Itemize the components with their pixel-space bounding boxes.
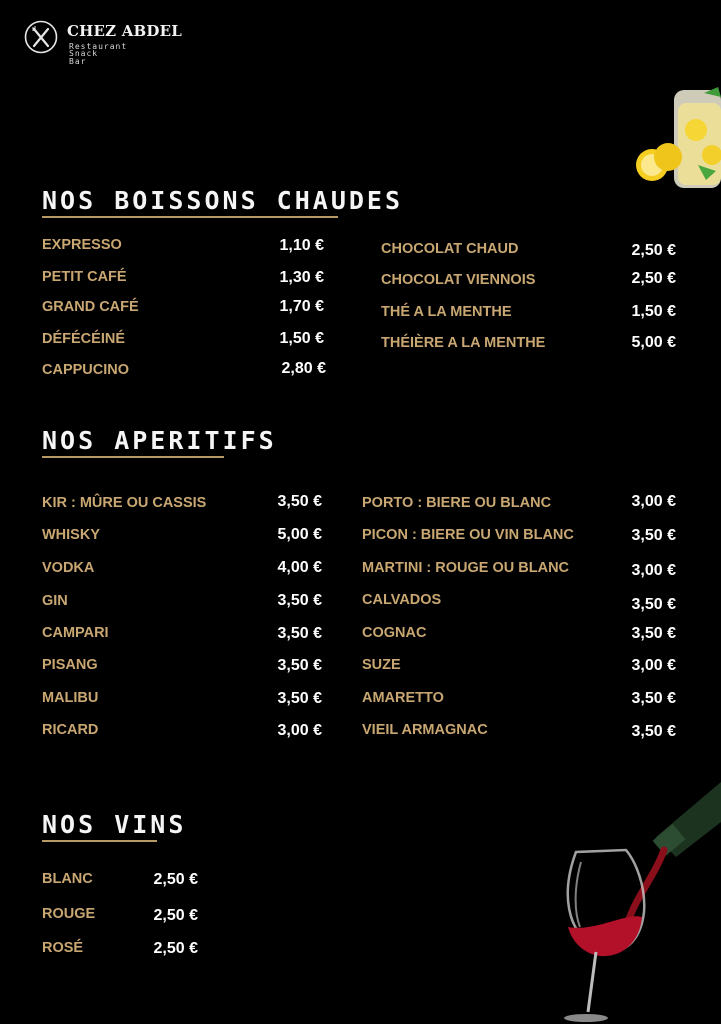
section-title-aperitifs: NOS APERITIFS — [42, 426, 277, 455]
menu-price: 1,70 € — [279, 298, 324, 315]
brand-name: CHEZ ABDEL — [67, 22, 183, 40]
brand-subtitle-restaurant: Restaurant — [69, 42, 128, 51]
menu-price: 2,50 € — [153, 940, 198, 957]
menu-price: 3,50 € — [277, 657, 322, 674]
section-rule-wines — [42, 840, 157, 842]
menu-price: 2,50 € — [153, 871, 198, 888]
menu-item: ROSÉ — [42, 940, 84, 956]
menu-item: WHISKY — [42, 527, 100, 543]
menu-item: VODKA — [42, 560, 95, 576]
menu-price: 1,10 € — [279, 237, 324, 254]
menu-item: GRAND CAFÉ — [42, 299, 139, 315]
section-rule-hot-drinks — [42, 216, 338, 218]
menu-item: AMARETTO — [362, 690, 444, 706]
wine-pour-icon — [536, 782, 721, 1024]
menu-price: 3,00 € — [631, 562, 676, 579]
menu-item: CALVADOS — [362, 592, 442, 608]
menu-item: DÉFÉCÉINÉ — [42, 331, 125, 347]
menu-item: ROUGE — [42, 906, 96, 922]
menu-price: 5,00 € — [631, 334, 676, 351]
menu-price: 3,50 € — [631, 596, 676, 613]
menu-item: EXPRESSO — [42, 237, 122, 253]
menu-item: PICON : BIERE OU VIN BLANC — [362, 527, 574, 543]
menu-price: 2,50 € — [153, 907, 198, 924]
menu-price: 3,00 € — [631, 657, 676, 674]
menu-item: CAPPUCINO — [42, 362, 130, 378]
menu-item: SUZE — [362, 657, 401, 673]
menu-price: 2,50 € — [631, 270, 676, 287]
menu-item: COGNAC — [362, 625, 427, 641]
menu-item: GIN — [42, 593, 68, 609]
menu-price: 3,50 € — [631, 690, 676, 707]
menu-price: 3,00 € — [277, 722, 322, 739]
menu-item: CHOCOLAT CHAUD — [381, 241, 519, 257]
menu-price: 3,50 € — [631, 527, 676, 544]
menu-item: PETIT CAFÉ — [42, 269, 127, 285]
lemonade-jug-icon — [626, 85, 721, 190]
menu-price: 2,80 € — [281, 360, 326, 377]
menu-price: 3,50 € — [277, 625, 322, 642]
menu-price: 3,50 € — [631, 625, 676, 642]
menu-price: 3,50 € — [631, 723, 676, 740]
menu-item: PORTO : BIERE OU BLANC — [362, 495, 552, 511]
brand-subtitle-snack: Snack — [69, 49, 99, 58]
menu-item: CHOCOLAT VIENNOIS — [381, 272, 536, 288]
menu-price: 5,00 € — [277, 526, 322, 543]
menu-item: MALIBU — [42, 690, 99, 706]
menu-price: 4,00 € — [277, 559, 322, 576]
menu-item: VIEIL ARMAGNAC — [362, 722, 488, 738]
menu-item: PISANG — [42, 657, 98, 673]
menu-item: THÉ A LA MENTHE — [381, 304, 512, 320]
menu-price: 3,50 € — [277, 690, 322, 707]
menu-price: 1,30 € — [279, 269, 324, 286]
menu-price: 1,50 € — [631, 303, 676, 320]
menu-item: KIR : MÛRE OU CASSIS — [42, 495, 207, 511]
section-title-wines: NOS VINS — [42, 810, 187, 839]
menu-price: 3,00 € — [631, 493, 676, 510]
section-title-hot-drinks: NOS BOISSONS CHAUDES — [42, 186, 404, 215]
menu-price: 2,50 € — [631, 242, 676, 259]
menu-item: MARTINI : ROUGE OU BLANC — [362, 560, 570, 576]
menu-item: BLANC — [42, 871, 93, 887]
menu-item: CAMPARI — [42, 625, 109, 641]
menu-price: 3,50 € — [277, 592, 322, 609]
logo-fork-knife-icon — [24, 20, 58, 54]
menu-price: 3,50 € — [277, 493, 322, 510]
section-rule-aperitifs — [42, 456, 224, 458]
brand-subtitle-bar: Bar — [69, 57, 87, 66]
menu-item: THÉIÈRE A LA MENTHE — [381, 335, 546, 351]
menu-item: RICARD — [42, 722, 99, 738]
menu-price: 1,50 € — [279, 330, 324, 347]
